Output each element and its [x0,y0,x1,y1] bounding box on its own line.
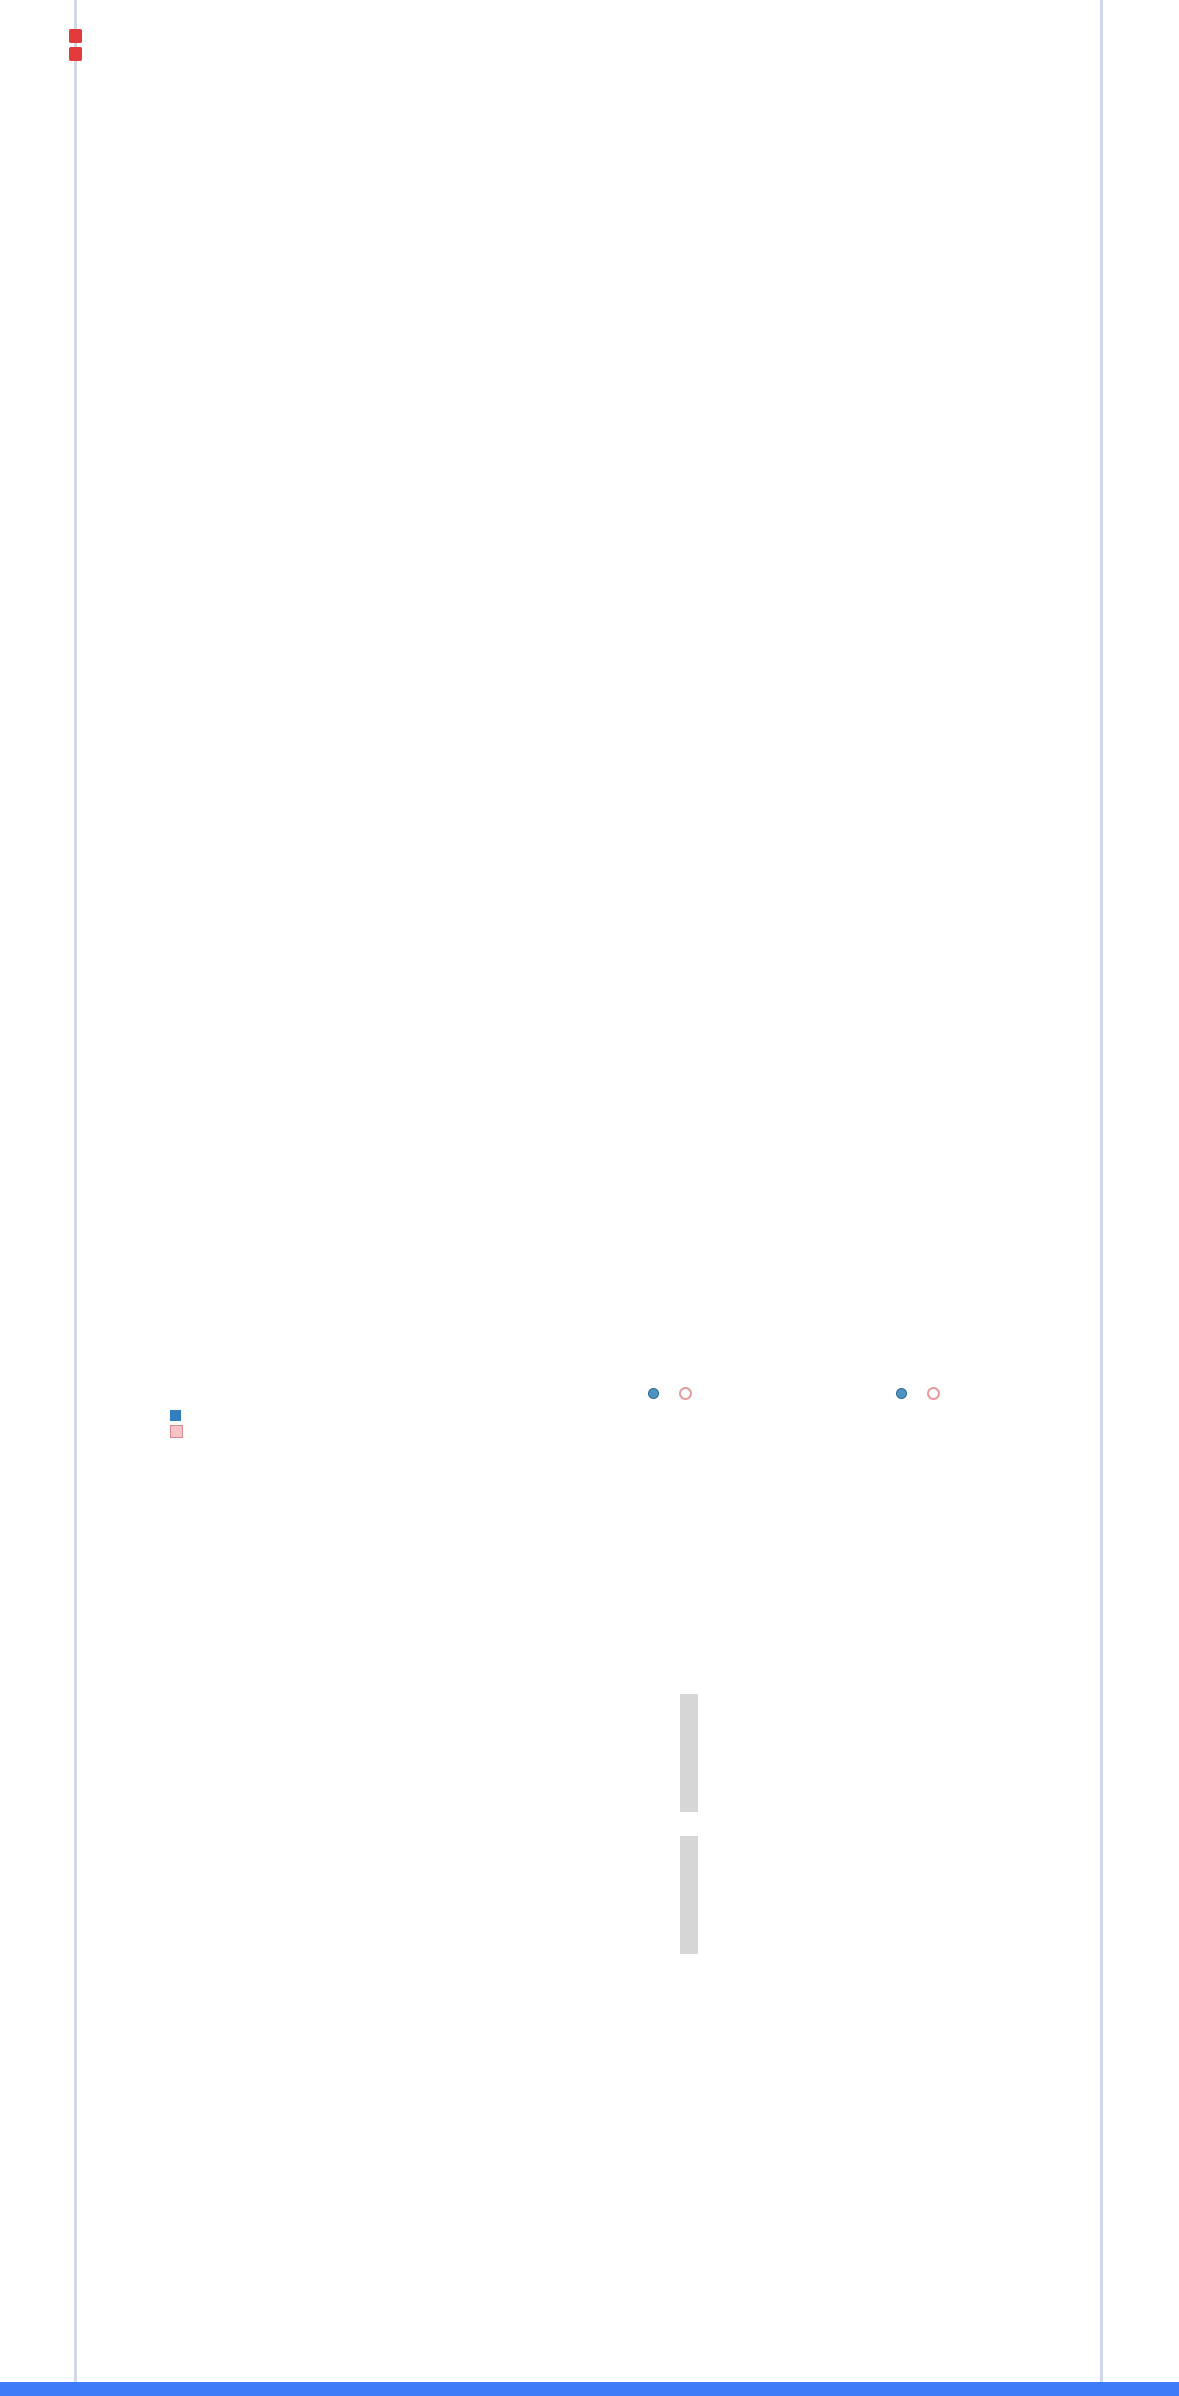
bottom-accent-bar [0,2382,1179,2396]
hfd-dot-icon [896,1388,907,1399]
cladogram [134,1404,414,1644]
eug-dot-icon [679,1387,692,1400]
eug-swatch-icon [170,1425,183,1438]
genus-abundance-stacked-bars [428,1400,870,1682]
pcoa-plot [356,1214,576,1392]
regression-hepatic-sod-johnsonii [856,1690,1010,1830]
j-row-label-reuteri [680,1836,698,1954]
regression-hepatic-sod-reuteri [856,1832,1010,1972]
lda-score-chart [342,1692,678,1956]
right-page-border [1100,0,1103,2396]
j-row-label-johnsonii [680,1694,698,1812]
hfd-dot-icon [648,1388,659,1399]
shannon-index-boxplot [116,1216,246,1384]
regression-serum-tg-reuteri [700,1832,854,1972]
mdi-violin-plot [810,1212,1068,1390]
legend-hfd-eug-e [896,1387,945,1400]
legend-hfd-eug-d [648,1387,697,1400]
correlation-heatmap [636,1980,1038,2332]
hfd-swatch-icon [170,1410,181,1421]
cladogram-group-legend [170,1410,188,1438]
left-page-border [74,0,77,2396]
eug-dot-icon [927,1387,940,1400]
red-edge-artifact [69,47,82,61]
red-edge-artifact [69,29,82,43]
sobs-index-boxplot [241,1216,371,1384]
gmhi-violin-plot [578,1212,798,1390]
regression-serum-tg-johnsonii [700,1690,854,1830]
